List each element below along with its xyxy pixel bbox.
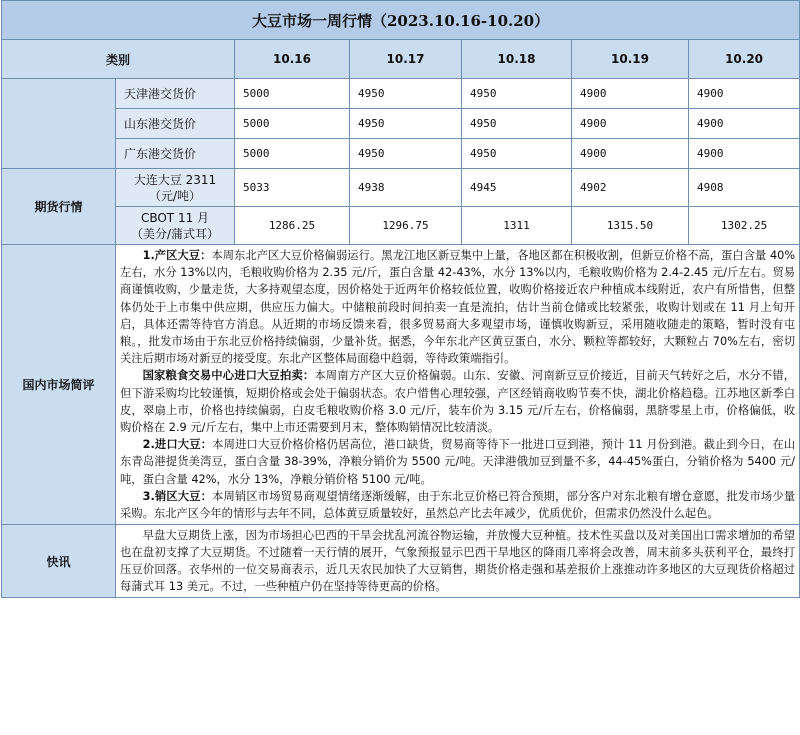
paragraph-heading: 国家粮食交易中心进口大豆拍卖：: [142, 369, 315, 383]
price-cell: 4908: [689, 169, 800, 207]
price-cell: 4900: [689, 139, 800, 169]
table-row: [2, 207, 800, 245]
table-row: [2, 245, 800, 525]
price-cell: 1315.50: [572, 207, 689, 245]
price-cell: 4938: [350, 169, 462, 207]
price-cell: 4950: [462, 79, 572, 109]
price-cell: 1311: [462, 207, 572, 245]
price-cell: 1286.25: [235, 207, 350, 245]
price-cell: 4900: [572, 139, 689, 169]
date-header: 10.16: [235, 40, 350, 79]
domestic-category: 国内市场简评: [2, 245, 116, 525]
flash-category: 快讯: [2, 525, 116, 598]
paragraph-text: 本周南方产区大豆价格偏弱。山东、安徽、河南新豆豆价接近，目前天气转好之后，水分不错，但下游采购均比较谨慎，短期价格或会处于偏弱状态。农户惜售心理较强，产区经销商收购节奏不快，湖北价格趋稳。江苏地区新季白皮，翠扇上市，价格也持续偏弱，白皮毛粮收购价格 3.0 元/斤，装车价为 3.15 元/斤左右，价格偏弱，黑脐零星上市，价格偏低，收购价格在 2.9 元/斤左右，集中上市还需要到月末，整体购销情况比较清淡。: [120, 369, 796, 435]
row-label: [116, 169, 235, 207]
domestic-commentary: [116, 245, 800, 525]
row-label: 天津港交货价: [116, 79, 235, 109]
paragraph-import: [120, 436, 795, 488]
date-header: 10.17: [350, 40, 462, 79]
price-cell: 4900: [572, 79, 689, 109]
soybean-market-table: [1, 0, 800, 598]
row-label-unit: （元/吨）: [148, 188, 202, 203]
row-label-name: CBOT 11 月: [140, 210, 210, 225]
table-row: [2, 139, 800, 169]
price-cell: 5033: [235, 169, 350, 207]
table-row: [2, 525, 800, 598]
paragraph-text: 本周销区市场贸易商观望情绪逐渐缓解，由于东北豆价格已符合预期，部分客户对东北粮有增仓意愿，批发市场少量采购。东北产区今年的情形与去年不同，总体黄豆质量较好，虽然总产比去年减少，优质优价，但需求仍然没什么起色。: [120, 489, 796, 521]
price-cell: 4950: [350, 109, 462, 139]
table-row: [2, 169, 800, 207]
price-cell: 4900: [689, 79, 800, 109]
row-label-unit: （美分/蒲式耳）: [130, 226, 220, 241]
table-row: [2, 79, 800, 109]
row-label-name: 大连大豆 2311: [133, 172, 217, 187]
category-header: 类别: [2, 40, 235, 79]
price-cell: 5000: [235, 79, 350, 109]
paragraph-text: 本周东北产区大豆价格偏弱运行。黑龙江地区新豆集中上量，各地区都在积极收割，但新豆价格不高，蛋白含量 40%左右，水分 13%以内，毛粮收购价格为 2.35 元/斤，蛋白含量 42-43%，水分 13%以内，毛粮收购价格为 2.4-2.45 元/斤左右。贸易商谨慎收购，少量走货，大多持观望态度，因价格处于近两年价格较低位置，收购价格接近农户种植成本线附近，农户有所惜售，但整体仍处于上市集中供应期，供应压力偏大。中储粮前段时间拍卖一直是流拍，估计当前仓储或比较紧张，收购计划或在 11 月上旬开启，具体还需等待官方消息。从近期的市场反馈来看，很多贸易商大多观望市场，谨慎收购新豆，采用随收随走的策略，暂时没有屯粮。，批发市场由于东北豆价格持续偏弱，少量补货。据悉，今年东北产区黄豆蛋白，水分、颗粒等都较好，大颗粒占 70%左右，密切关注后期市场对新豆的接受度。东北产区整体局面稳中趋弱，等待政策端指引。: [120, 249, 796, 366]
date-header: 10.19: [572, 40, 689, 79]
price-cell: 5000: [235, 109, 350, 139]
paragraph-heading: 3.销区大豆：: [142, 489, 213, 503]
header-row: [2, 40, 800, 79]
paragraph-heading: 2.进口大豆：: [142, 438, 213, 452]
price-cell: 4950: [350, 79, 462, 109]
price-cell: 1302.25: [689, 207, 800, 245]
row-label: 山东港交货价: [116, 109, 235, 139]
spot-category: [2, 79, 116, 169]
futures-category: 期货行情: [2, 169, 116, 245]
paragraph-origin: [120, 247, 795, 367]
paragraph-text: 早盘大豆期货上涨，因为市场担心巴西的干旱会扰乱河流谷物运输，并放慢大豆种植。技术性买盘以及对美国出口需求增加的希望也在盘初支撑了大豆期货。不过随着一天行情的展开，气象预报显示巴西干旱地区的降雨几率将会改善，周末前多头获利平仓，最终打压豆价回落。衣华州的一位交易商表示，近几天农民加快了大豆销售，期货价格走强和基差报价上涨推动许多地区的大豆现货价格超过每蒲式耳 13 美元。不过，一些种植户仍在坚持等待更高的价格。: [120, 529, 796, 594]
price-cell: 4900: [572, 109, 689, 139]
row-label: [116, 207, 235, 245]
row-label: 广东港交货价: [116, 139, 235, 169]
price-cell: 4950: [350, 139, 462, 169]
flash-news: [116, 525, 800, 598]
paragraph-sales: [120, 488, 795, 522]
paragraph-text: 本周进口大豆价格价格仍居高位，港口缺货，贸易商等待下一批进口豆到港，预计 11 月份到港。截止到今日，在山东青岛港提货美湾豆，蛋白含量 38-39%，净粮分销价为 5500 元/吨。天津港俄加豆到量不多，44-45%蛋白，分销价格为 5400 元/吨，蛋白含量 42%，水分 13%，净粮分销价格 5100 元/吨。: [120, 438, 796, 486]
table-row: [2, 109, 800, 139]
price-cell: 4945: [462, 169, 572, 207]
price-cell: 4950: [462, 109, 572, 139]
price-cell: 4902: [572, 169, 689, 207]
date-header: 10.20: [689, 40, 800, 79]
date-header: 10.18: [462, 40, 572, 79]
price-cell: 4900: [689, 109, 800, 139]
price-cell: 1296.75: [350, 207, 462, 245]
price-cell: 4950: [462, 139, 572, 169]
price-cell: 5000: [235, 139, 350, 169]
page-title: 大豆市场一周行情（2023.10.16-10.20）: [2, 1, 800, 40]
paragraph-auction: [120, 367, 795, 436]
paragraph-heading: 1.产区大豆：: [142, 249, 212, 262]
